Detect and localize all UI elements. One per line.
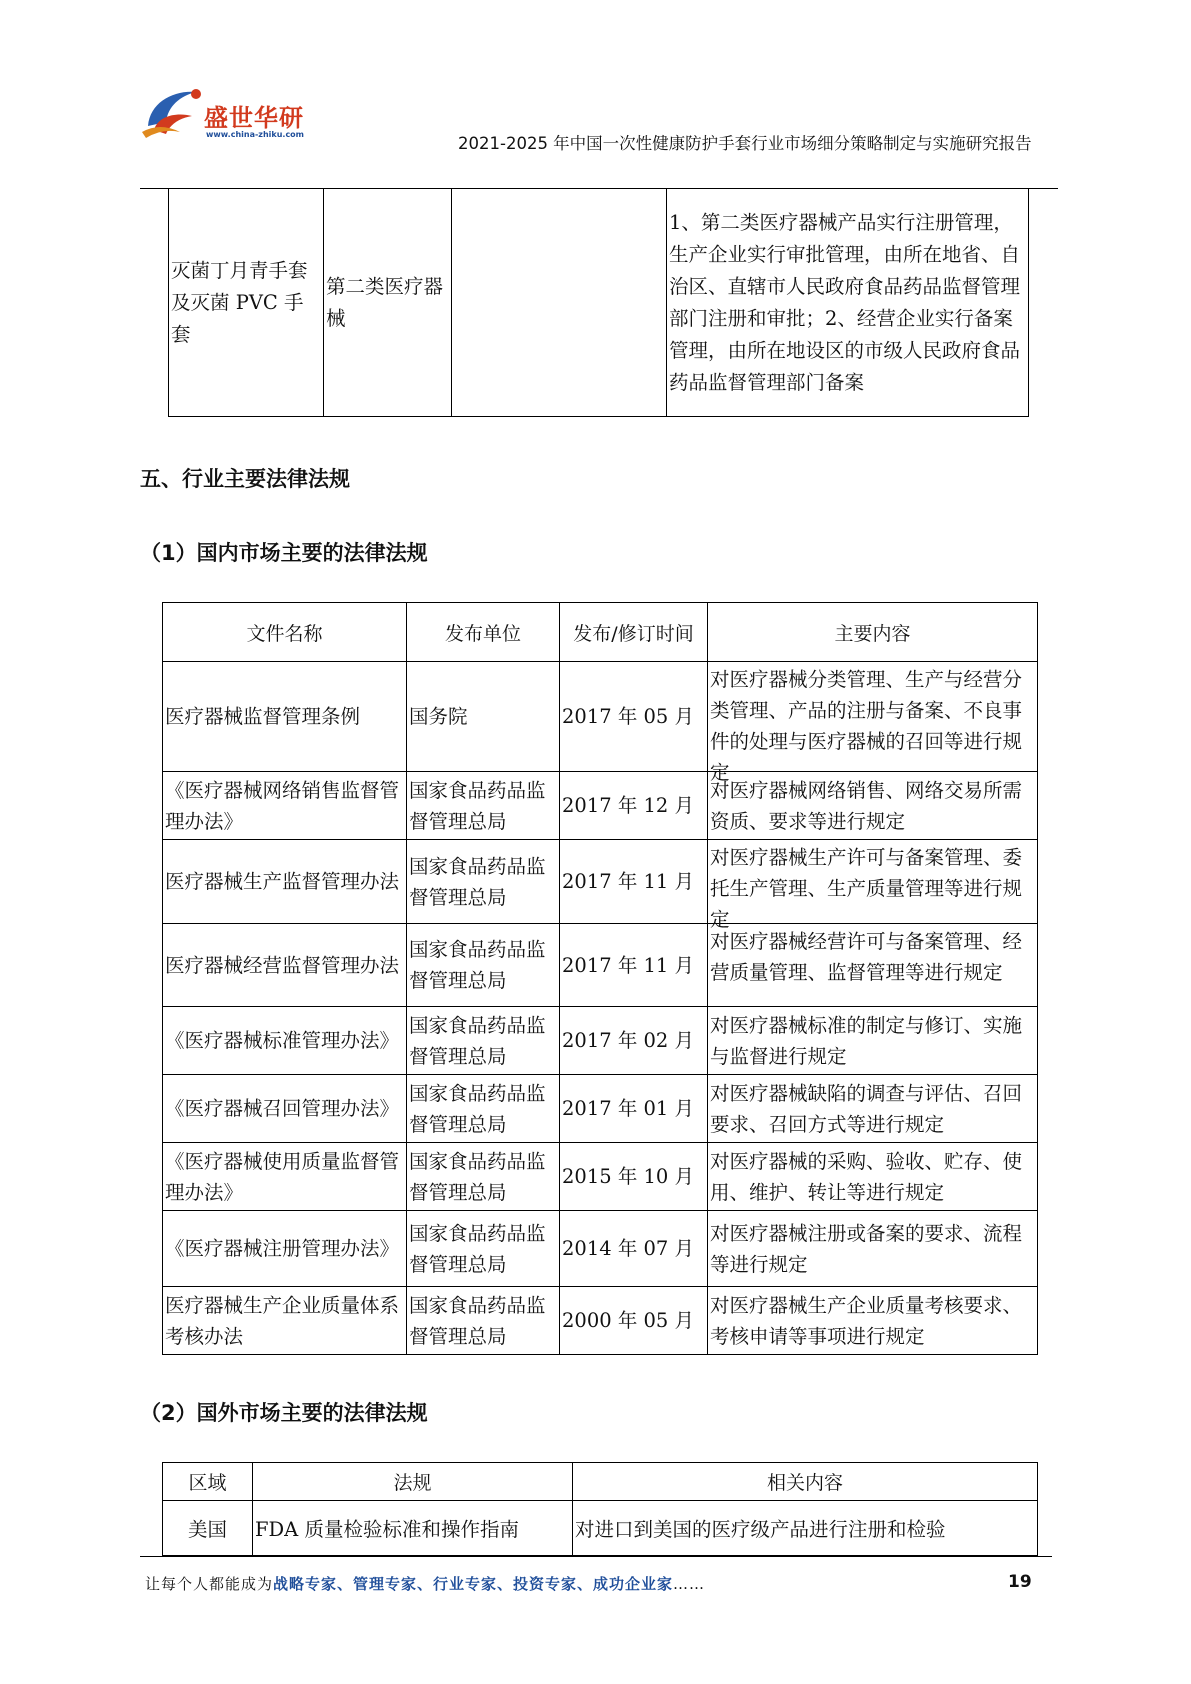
date: 2017 年 12 月 <box>560 772 708 840</box>
date: 2017 年 02 月 <box>560 1007 708 1075</box>
content <box>708 662 1038 784</box>
logo-name: 盛世华研 <box>204 104 304 132</box>
category-cell: 第二类医疗器械 <box>324 189 452 417</box>
issuer: 国家食品药品监督管理总局 <box>407 1007 560 1075</box>
table-row <box>163 1143 1038 1211</box>
empty-cell <box>452 189 667 417</box>
issuer: 国家食品药品监督管理总局 <box>407 772 560 840</box>
doc-name: 医疗器械监督管理条例 <box>163 662 407 772</box>
doc-name: 《医疗器械使用质量监督管理办法》 <box>163 1143 407 1211</box>
col-header-region: 区域 <box>163 1463 253 1501</box>
col-header-issuer: 发布单位 <box>407 603 560 662</box>
issuer: 国家食品药品监督管理总局 <box>407 840 560 924</box>
management-cell: 1、第二类医疗器械产品实行注册管理，生产企业实行审批管理，由所在地省、自治区、直辖市人民政府食品药品监督管理部门注册和审批；2、经营企业实行备案管理，由所在地设区的市级人民政府食品药品监督管理部门备案 <box>667 189 1029 417</box>
content <box>708 840 1038 931</box>
date: 2017 年 05 月 <box>560 662 708 772</box>
footer-prefix: 让每个人都能成为 <box>145 1575 274 1593</box>
content: 对医疗器械标准的制定与修订、实施与监督进行规定 <box>708 1007 1038 1075</box>
doc-name: 《医疗器械网络销售监督管理办法》 <box>163 772 407 840</box>
regulation: FDA 质量检验标准和操作指南 <box>253 1501 573 1556</box>
section-title: 五、行业主要法律法规 <box>140 467 350 491</box>
doc-name: 《医疗器械召回管理办法》 <box>163 1075 407 1143</box>
date: 2017 年 11 月 <box>560 924 708 1007</box>
table-row <box>163 1287 1038 1355</box>
doc-name: 医疗器械生产企业质量体系考核办法 <box>163 1287 407 1355</box>
doc-name: 《医疗器械注册管理办法》 <box>163 1211 407 1287</box>
issuer: 国家食品药品监督管理总局 <box>407 1075 560 1143</box>
content: 对医疗器械生产企业质量考核要求、考核申请等事项进行规定 <box>708 1287 1038 1355</box>
issuer: 国家食品药品监督管理总局 <box>407 1143 560 1211</box>
table-row <box>163 924 1038 1007</box>
content-text: 对医疗器械生产许可与备案管理、委托生产管理、生产质量管理等进行规定 <box>710 845 1023 931</box>
footer-highlight: 战略专家、管理专家、行业专家、投资专家、成功企业家 <box>273 1575 674 1593</box>
table-row <box>163 840 1038 924</box>
foreign-title: （2）国外市场主要的法律法规 <box>140 1401 428 1425</box>
foreign-regulations-table <box>162 1462 1038 1556</box>
col-header-regulation: 法规 <box>253 1463 573 1501</box>
content: 对医疗器械网络销售、网络交易所需资质、要求等进行规定 <box>708 772 1038 840</box>
issuer: 国务院 <box>407 662 560 772</box>
col-header-content: 主要内容 <box>708 603 1038 662</box>
footer-divider <box>140 1556 1052 1557</box>
content: 对医疗器械缺陷的调查与评估、召回要求、召回方式等进行规定 <box>708 1075 1038 1143</box>
content: 对医疗器械的采购、验收、贮存、使用、维护、转让等进行规定 <box>708 1143 1038 1211</box>
doc-name: 医疗器械经营监督管理办法 <box>163 924 407 1007</box>
doc-name: 《医疗器械标准管理办法》 <box>163 1007 407 1075</box>
domestic-title: （1）国内市场主要的法律法规 <box>140 541 428 565</box>
table-header-row <box>163 603 1038 662</box>
table-row <box>163 1211 1038 1287</box>
logo-url: www.china-zhiku.com <box>206 130 305 139</box>
table-row <box>163 1075 1038 1143</box>
footer-slogan <box>145 1573 705 1594</box>
table-row <box>163 1007 1038 1075</box>
col-header-date: 发布/修订时间 <box>560 603 708 662</box>
classification-table-continued <box>168 188 1029 417</box>
page-number: 19 <box>1008 1572 1032 1592</box>
date: 2017 年 01 月 <box>560 1075 708 1143</box>
doc-name: 医疗器械生产监督管理办法 <box>163 840 407 924</box>
table-row <box>163 772 1038 840</box>
related-content: 对进口到美国的医疗级产品进行注册和检验 <box>573 1501 1038 1556</box>
table-row <box>163 662 1038 772</box>
issuer: 国家食品药品监督管理总局 <box>407 1287 560 1355</box>
domestic-regulations-table <box>162 602 1038 1355</box>
content-text: 对医疗器械分类管理、生产与经营分类管理、产品的注册与备案、不良事件的处理与医疗器械的召回等进行规定 <box>710 667 1023 784</box>
content <box>708 924 1038 1007</box>
col-header-related: 相关内容 <box>573 1463 1038 1501</box>
product-cell: 灭菌丁月青手套及灭菌 PVC 手套 <box>169 189 324 417</box>
table-row <box>169 189 1029 417</box>
content-text: 对医疗器械经营许可与备案管理、经营质量管理、监督管理等进行规定 <box>710 929 1023 984</box>
content: 对医疗器械注册或备案的要求、流程等进行规定 <box>708 1211 1038 1287</box>
date: 2000 年 05 月 <box>560 1287 708 1355</box>
col-header-name: 文件名称 <box>163 603 407 662</box>
footer-suffix: …… <box>673 1575 706 1593</box>
date: 2017 年 11 月 <box>560 840 708 924</box>
region: 美国 <box>163 1501 253 1556</box>
report-title: 2021-2025 年中国一次性健康防护手套行业市场细分策略制定与实施研究报告 <box>458 134 1032 153</box>
issuer: 国家食品药品监督管理总局 <box>407 1211 560 1287</box>
date: 2015 年 10 月 <box>560 1143 708 1211</box>
issuer: 国家食品药品监督管理总局 <box>407 924 560 1007</box>
date: 2014 年 07 月 <box>560 1211 708 1287</box>
table-header-row <box>163 1463 1038 1501</box>
table-row <box>163 1501 1038 1556</box>
